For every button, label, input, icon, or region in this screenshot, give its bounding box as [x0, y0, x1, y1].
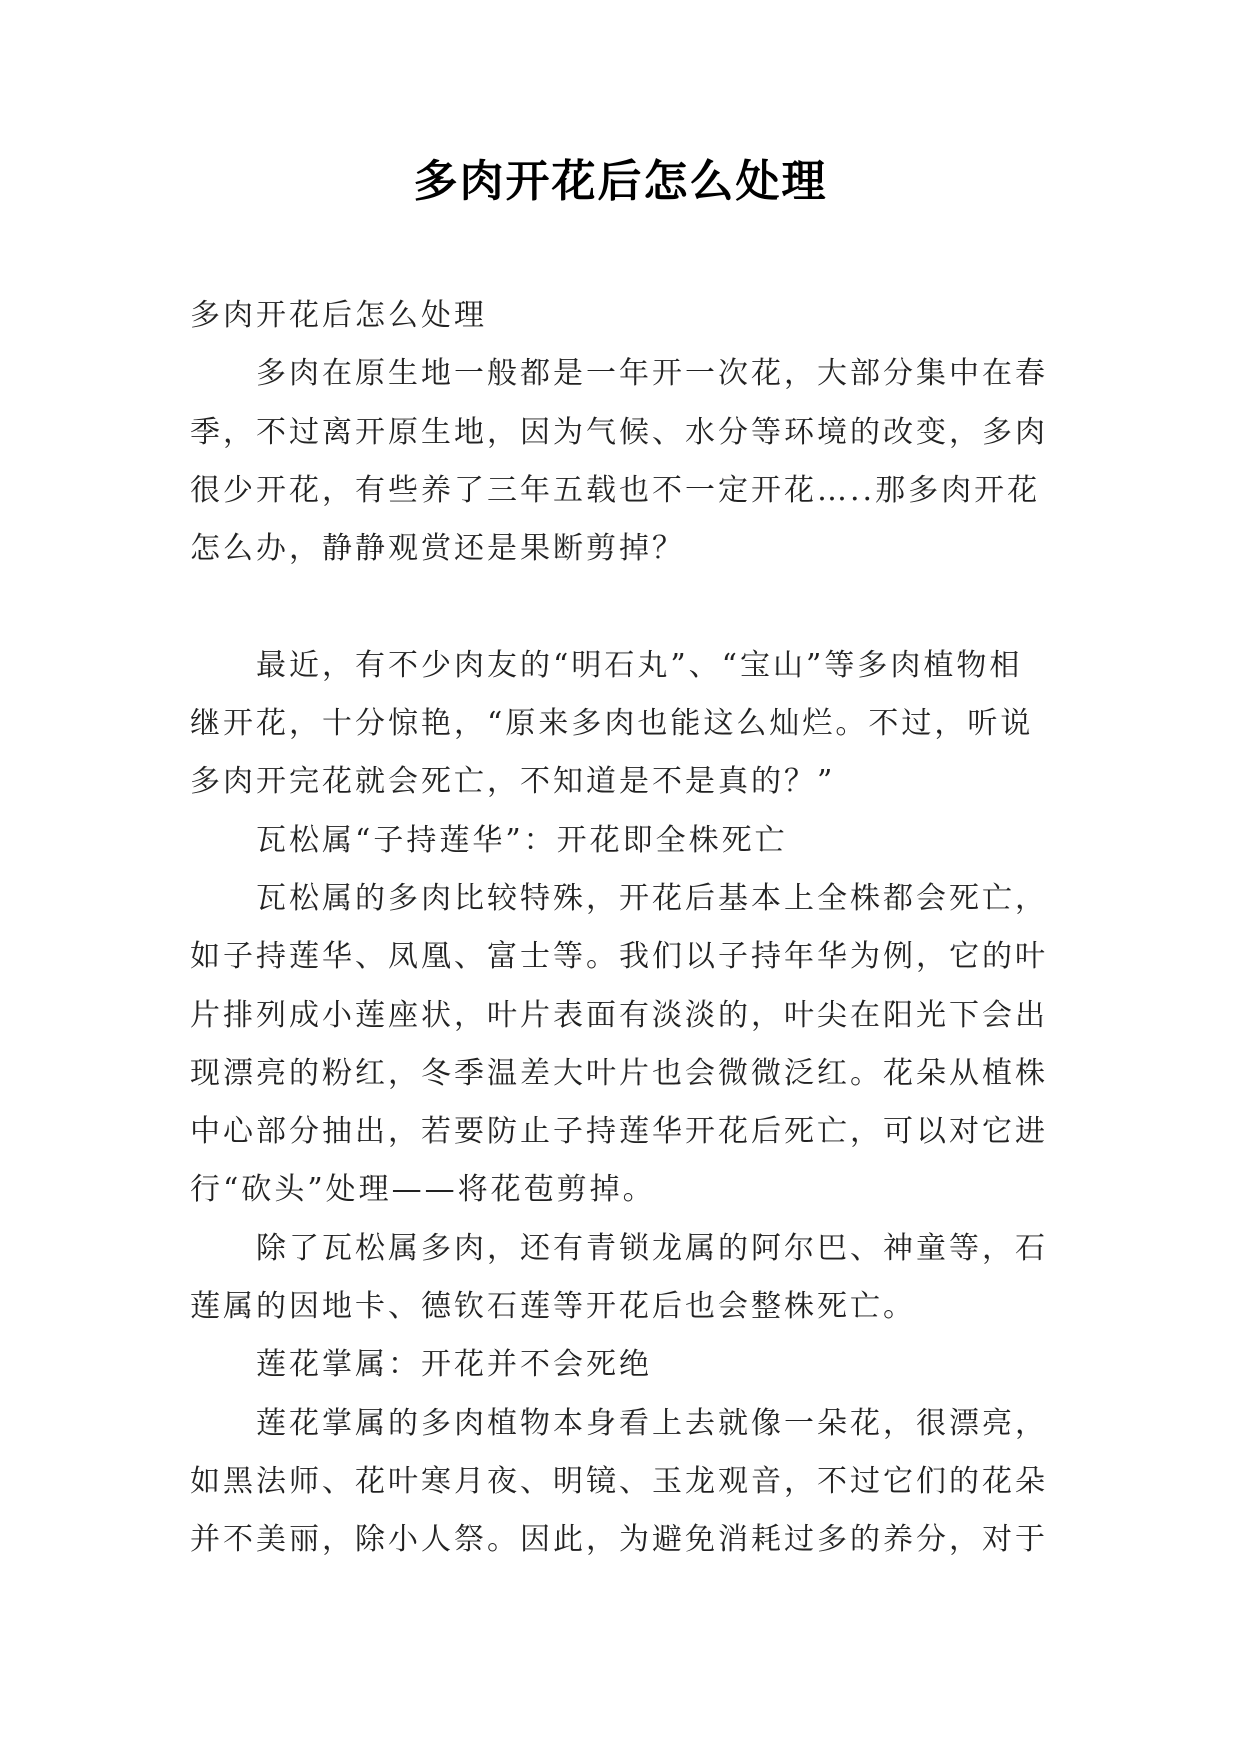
- paragraph-line: 中心部分抽出，若要防止子持莲华开花后死亡，可以对它进: [190, 1114, 1048, 1150]
- paragraph-line: 行“砍头”处理——将花苞剪掉。: [190, 1172, 656, 1208]
- paragraph-spacer: [190, 578, 1070, 636]
- paragraph-line: 并不美丽，除小人祭。因此，为避免消耗过多的养分，对于: [190, 1522, 1048, 1558]
- paragraph-subtitle: [190, 287, 1070, 345]
- paragraph-line: 继开花，十分惊艳，“原来多肉也能这么灿烂。不过，听说: [190, 706, 1034, 742]
- section-heading: [190, 812, 1070, 870]
- paragraph-line: 除了瓦松属多肉，还有青锁龙属的阿尔巴、神童等，石: [256, 1230, 1048, 1266]
- paragraph-line: 怎么办，静静观赏还是果断剪掉？: [190, 531, 685, 567]
- paragraph-line: 季，不过离开原生地，因为气候、水分等环境的改变，多肉: [190, 414, 1048, 450]
- paragraph: [190, 345, 1070, 578]
- paragraph-line: 现漂亮的粉红，冬季温差大叶片也会微微泛红。花朵从植株: [190, 1055, 1048, 1091]
- section-heading: [190, 1336, 1070, 1394]
- paragraph: [190, 1395, 1070, 1570]
- document-body: [190, 287, 1070, 1570]
- paragraph-line: 很少开花，有些养了三年五载也不一定开花…..那多肉开花: [190, 472, 1041, 508]
- paragraph-line: 莲花掌属的多肉植物本身看上去就像一朵花，很漂亮，: [256, 1405, 1048, 1441]
- paragraph-line: 多肉开花后怎么处理: [190, 298, 487, 333]
- paragraph-line: 如黑法师、花叶寒月夜、明镜、玉龙观音，不过它们的花朵: [190, 1463, 1048, 1499]
- paragraph-line: 多肉开完花就会死亡，不知道是不是真的？”: [190, 764, 836, 800]
- section-heading-line: 瓦松属“子持莲华”：开花即全株死亡: [256, 822, 788, 858]
- document-title: 多肉开花后怎么处理: [413, 156, 828, 207]
- paragraph-line: 多肉在原生地一般都是一年开一次花，大部分集中在春: [256, 356, 1048, 392]
- section-heading-line: 莲花掌属：开花并不会死绝: [256, 1347, 652, 1383]
- paragraph-line: 最近，有不少肉友的“明石丸”、“宝山”等多肉植物相: [256, 647, 1023, 683]
- paragraph-line: 瓦松属的多肉比较特殊，开花后基本上全株都会死亡，: [256, 880, 1048, 916]
- paragraph: [190, 1220, 1070, 1337]
- paragraph-line: 片排列成小莲座状，叶片表面有淡淡的，叶尖在阳光下会出: [190, 997, 1048, 1033]
- paragraph-line: 莲属的因地卡、德钦石莲等开花后也会整株死亡。: [190, 1289, 916, 1325]
- paragraph-line: 如子持莲华、凤凰、富士等。我们以子持年华为例，它的叶: [190, 939, 1048, 975]
- paragraph: [190, 637, 1070, 812]
- paragraph: [190, 870, 1070, 1220]
